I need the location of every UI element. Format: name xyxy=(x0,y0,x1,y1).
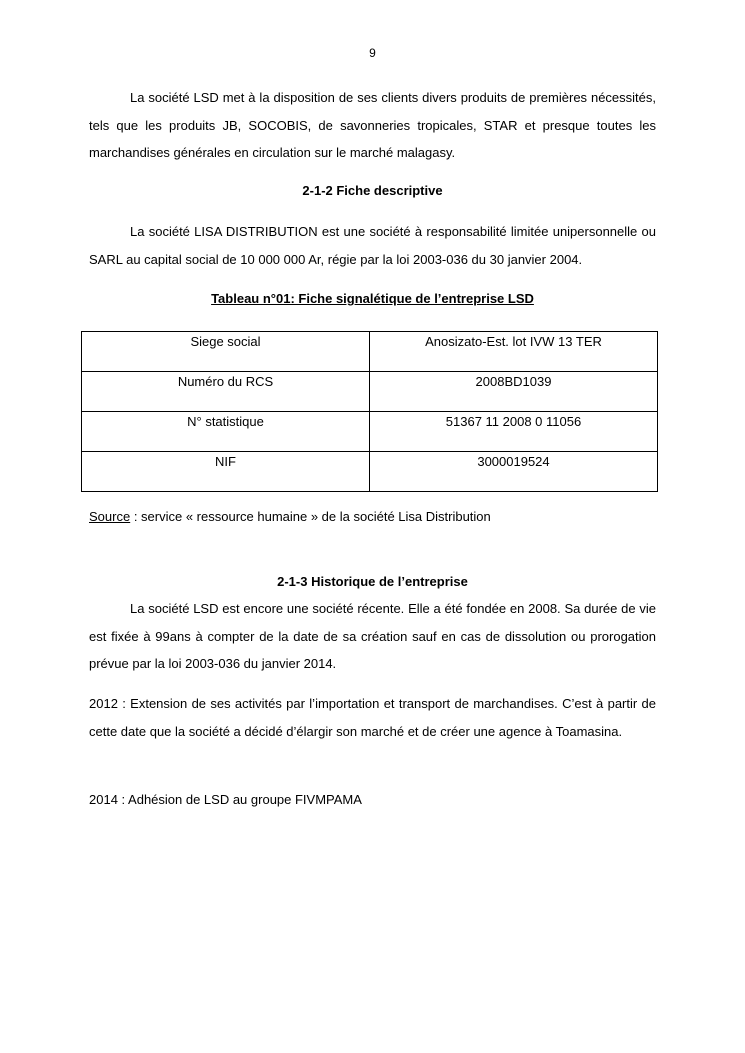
page-number: 9 xyxy=(369,46,376,60)
table-cell-value: 51367 11 2008 0 11056 xyxy=(370,412,658,452)
table-cell-label: NIF xyxy=(82,452,370,492)
table-caption: Tableau n°01: Fiche signalétique de l’entreprise LSD xyxy=(211,291,534,306)
section-title-historique: 2-1-3 Historique de l’entreprise xyxy=(277,574,468,589)
historique-paragraph: La société LSD est encore une société récente. Elle a été fondée en 2008. Sa durée de vie est fixée à 99ans à compter de la date de sa création sauf en cas de dissolution ou prorogation prévue par la loi 2003-036 du janvier 2014. xyxy=(89,601,656,671)
table-row xyxy=(82,332,658,372)
table-cell-value: 2008BD1039 xyxy=(370,372,658,412)
source-text: : service « ressource humaine » de la société Lisa Distribution xyxy=(130,509,491,524)
table-cell-label: N° statistique xyxy=(82,412,370,452)
source-label: Source xyxy=(89,509,131,524)
table-cell-label: Numéro du RCS xyxy=(82,372,370,412)
table-row xyxy=(82,412,658,452)
history-event-2012: 2012 : Extension de ses activités par l’importation et transport de marchandises. C’est à partir de cette date que la société a décidé d’élargir son marché et de créer une agence à Toamasina. xyxy=(89,696,656,739)
intro-paragraph: La société LSD met à la disposition de ses clients divers produits de premières nécessités, tels que les produits JB, SOCOBIS, de savonneries tropicales, STAR et presque toutes les marchandises générales en circulation sur le marché malagasy. xyxy=(89,90,656,160)
history-event-2014: 2014 : Adhésion de LSD au groupe FIVMPAMA xyxy=(89,792,362,807)
table-cell-value: 3000019524 xyxy=(370,452,658,492)
table-cell-value: Anosizato-Est. lot IVW 13 TER xyxy=(370,332,658,372)
section-title-fiche-descriptive: 2-1-2 Fiche descriptive xyxy=(302,183,443,198)
table-source xyxy=(89,509,491,524)
table-cell-label: Siege social xyxy=(82,332,370,372)
fiche-paragraph: La société LISA DISTRIBUTION est une société à responsabilité limitée unipersonnelle ou SARL au capital social de 10 000 000 Ar, régie par la loi 2003-036 du 30 janvier 2004. xyxy=(89,224,656,267)
table-row xyxy=(82,372,658,412)
fiche-signaletique-table xyxy=(81,331,658,492)
table-row xyxy=(82,452,658,492)
